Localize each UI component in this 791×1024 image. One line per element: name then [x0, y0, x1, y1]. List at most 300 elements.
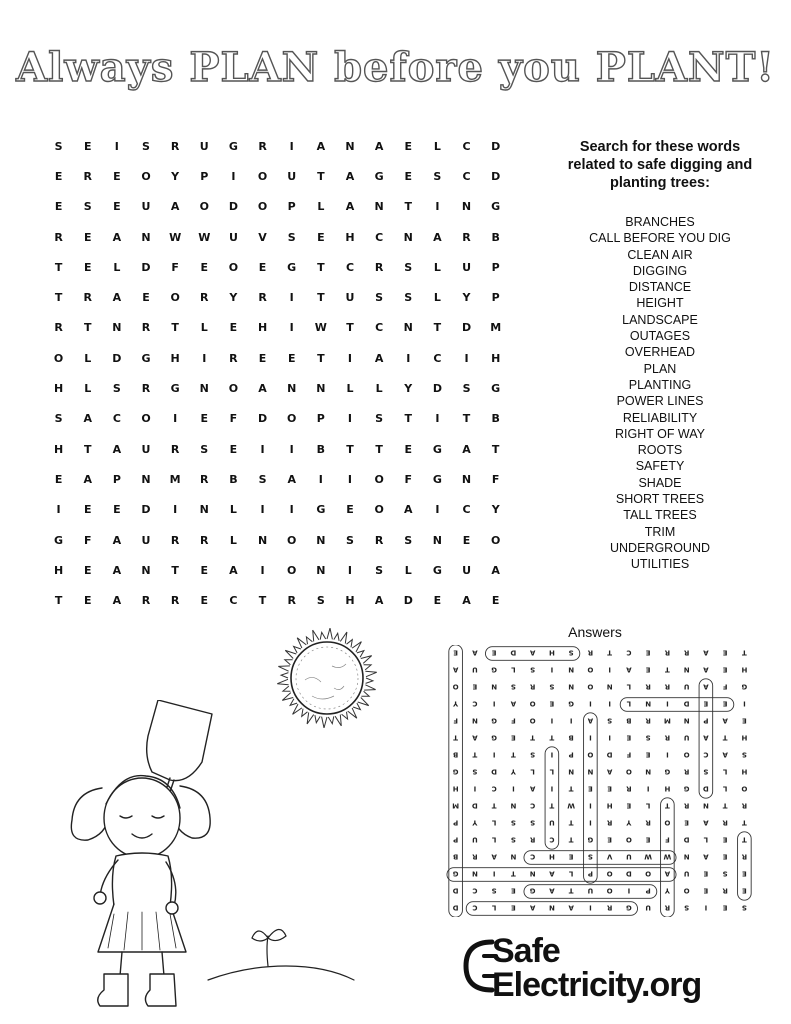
grid-cell: A — [170, 200, 180, 214]
grid-cell: R — [374, 260, 384, 274]
grid-cell: E — [287, 351, 296, 365]
answer-cell: O — [741, 784, 748, 793]
answer-cell: R — [587, 648, 594, 657]
grid-cell: H — [491, 351, 501, 365]
answer-cell: N — [683, 716, 690, 725]
grid-cell: E — [113, 200, 121, 214]
grid-cell: N — [199, 503, 209, 517]
answer-cell: L — [626, 682, 632, 691]
grid-cell: A — [112, 442, 122, 456]
answer-cell: E — [626, 733, 632, 742]
answer-cell: B — [452, 750, 459, 759]
answer-cell: V — [606, 852, 613, 861]
answer-cell: R — [741, 852, 748, 861]
grid-cell: L — [84, 382, 92, 396]
answer-highlight — [524, 851, 676, 865]
answer-cell: A — [549, 869, 555, 878]
answer-cell: S — [530, 665, 536, 674]
grid-cell: R — [462, 230, 471, 244]
grid-cell: F — [229, 412, 238, 426]
answer-cell: E — [549, 699, 555, 708]
grid-cell: S — [375, 291, 384, 305]
answer-cell: R — [606, 903, 613, 912]
grid-cell: P — [491, 291, 500, 305]
word-list-item: POWER LINES — [616, 394, 704, 409]
answer-cell: F — [722, 682, 728, 691]
grid-cell: T — [171, 321, 179, 335]
answer-cell: W — [663, 852, 672, 861]
answer-cell: C — [530, 852, 536, 861]
answer-cell: A — [703, 818, 709, 827]
grid-cell: R — [141, 321, 151, 335]
word-list-item: HEIGHT — [636, 296, 684, 311]
grid-cell: H — [257, 321, 268, 335]
answer-cell: C — [472, 699, 478, 708]
grid-cell: T — [346, 321, 354, 335]
answer-key — [446, 645, 754, 917]
answer-cell: R — [529, 835, 536, 844]
grid-cell: T — [404, 412, 413, 426]
answer-cell: C — [491, 784, 497, 793]
answer-highlight — [447, 868, 676, 882]
answer-cell: R — [664, 733, 671, 742]
answer-cell: O — [606, 886, 613, 895]
answer-cell: A — [510, 699, 517, 708]
word-list-item: TALL TREES — [623, 508, 697, 523]
answer-cell: N — [606, 682, 613, 691]
grid-cell: O — [170, 291, 180, 305]
grid-cell: I — [347, 351, 353, 365]
girl-with-shovel-illustration — [62, 700, 222, 1017]
answer-cell: F — [626, 750, 632, 759]
answer-cell: G — [491, 733, 497, 742]
grid-cell: I — [464, 351, 469, 365]
answer-cell: N — [645, 699, 652, 708]
grid-cell: A — [374, 594, 384, 608]
grid-cell: S — [142, 139, 150, 153]
grid-cell: A — [316, 139, 326, 153]
grid-cell: R — [200, 291, 209, 305]
answer-cell: O — [664, 818, 671, 827]
grid-cell: U — [287, 169, 297, 183]
answer-cell: G — [626, 903, 632, 912]
answer-cell: P — [453, 835, 459, 844]
grid-cell: R — [83, 169, 92, 183]
answer-cell: R — [722, 818, 728, 827]
grid-cell: P — [316, 412, 325, 426]
answer-cell: S — [549, 682, 555, 691]
grid-cell: Y — [404, 382, 413, 396]
answer-cell: D — [452, 886, 459, 895]
answer-cell: T — [491, 801, 497, 810]
grid-cell: C — [375, 321, 384, 335]
grid-cell: S — [404, 291, 413, 305]
grid-cell: E — [404, 442, 413, 456]
grid-cell: L — [433, 291, 441, 305]
grid-cell: D — [141, 503, 151, 517]
answer-cell: A — [703, 733, 709, 742]
grid-cell: A — [83, 472, 92, 486]
answer-cell: H — [741, 665, 748, 674]
word-list-item: ROOTS — [637, 443, 683, 458]
grid-cell: E — [83, 230, 92, 244]
answer-cell: S — [587, 852, 593, 861]
grid-cell: D — [461, 321, 472, 335]
answer-cell: E — [587, 784, 593, 793]
word-list-item: UTILITIES — [630, 557, 690, 572]
answer-cell: T — [741, 818, 747, 827]
grid-cell: R — [200, 533, 209, 547]
grid-cell: C — [375, 230, 384, 244]
grid-cell: D — [403, 594, 413, 608]
answer-cell: T — [510, 869, 516, 878]
grid-cell: O — [228, 382, 239, 396]
answer-cell: C — [472, 886, 478, 895]
grid-cell: A — [112, 291, 122, 305]
answer-cell: R — [741, 801, 748, 810]
grid-cell: U — [228, 230, 238, 244]
answer-cell: D — [683, 835, 690, 844]
answer-cell: A — [722, 750, 728, 759]
answer-cell: H — [606, 801, 613, 810]
grid-cell: A — [112, 563, 122, 577]
answer-cell: E — [722, 699, 728, 708]
grid-cell: L — [200, 321, 208, 335]
answer-cell: O — [625, 835, 632, 844]
grid-cell: E — [54, 169, 63, 183]
grid-cell: Y — [491, 503, 500, 517]
answer-cell: I — [589, 903, 592, 912]
grid-cell: R — [200, 472, 209, 486]
grid-cell: N — [316, 382, 326, 396]
grid-cell: S — [404, 533, 413, 547]
grid-cell: R — [258, 139, 267, 153]
grid-cell: R — [170, 442, 180, 456]
answer-cell: E — [703, 886, 709, 895]
grid-cell: L — [113, 260, 121, 274]
answer-cell: B — [452, 852, 459, 861]
grid-cell: F — [171, 260, 179, 274]
answer-cell: U — [683, 869, 690, 878]
answer-highlight — [620, 698, 734, 712]
grid-cell: E — [229, 442, 238, 456]
answer-cell: E — [645, 750, 651, 759]
answer-cell: R — [683, 767, 690, 776]
grid-cell: T — [83, 442, 92, 456]
grid-cell: P — [491, 260, 500, 274]
grid-cell: E — [200, 563, 209, 577]
answer-cell: E — [722, 852, 728, 861]
grid-cell: E — [462, 533, 471, 547]
answer-cell: E — [722, 903, 728, 912]
word-list-item: PLAN — [643, 361, 677, 376]
answer-cell: C — [703, 750, 709, 759]
answer-cell: A — [529, 784, 536, 793]
grid-cell: I — [435, 503, 440, 517]
word-list-item: DIGGING — [632, 263, 688, 278]
word-list-item: OVERHEAD — [624, 345, 696, 360]
answer-cell: D — [702, 784, 709, 793]
answer-cell: P — [645, 886, 651, 895]
answer-cell: G — [529, 886, 536, 895]
answer-cell: I — [550, 784, 554, 793]
answer-cell: N — [510, 801, 517, 810]
grid-cell: T — [317, 169, 325, 183]
answer-cell: R — [683, 648, 690, 657]
grid-cell: I — [406, 351, 411, 365]
grid-cell: A — [287, 472, 296, 486]
answer-cell: A — [703, 648, 709, 657]
grid-cell: E — [346, 503, 354, 517]
instructions: Search for these words related to safe digging and planting trees: — [567, 139, 753, 191]
grid-cell: T — [404, 200, 413, 214]
answer-cell: N — [568, 682, 575, 691]
answer-cell: I — [646, 784, 650, 793]
answer-cell: N — [510, 852, 517, 861]
answer-cell: G — [491, 665, 497, 674]
answer-cell: W — [644, 852, 652, 861]
grid-cell: L — [317, 200, 325, 214]
answer-cell: C — [626, 648, 632, 657]
grid-cell: I — [289, 139, 294, 153]
answer-cell: L — [722, 767, 728, 776]
answer-cell: R — [645, 818, 651, 827]
grid-cell: D — [257, 412, 268, 426]
grid-cell: F — [83, 533, 92, 547]
grid-cell: C — [345, 260, 355, 274]
answer-cell: E — [491, 648, 497, 657]
grid-cell: N — [287, 382, 297, 396]
grid-cell: E — [83, 594, 92, 608]
grid-cell: L — [433, 139, 441, 153]
answer-cell: E — [568, 852, 574, 861]
answer-cell: I — [743, 699, 746, 708]
answer-cell: E — [510, 903, 516, 912]
grid-cell: I — [114, 139, 119, 153]
answer-cell: P — [568, 750, 574, 759]
answer-cell: G — [741, 682, 748, 691]
answer-cell: L — [703, 835, 709, 844]
grid-cell: U — [345, 291, 355, 305]
answer-cell: P — [453, 818, 459, 827]
word-list-item: SHADE — [638, 475, 682, 490]
grid-cell: A — [112, 230, 122, 244]
grid-cell: C — [433, 351, 442, 365]
answer-cell: N — [471, 869, 478, 878]
grid-cell: N — [403, 230, 413, 244]
grid-cell: I — [289, 442, 294, 456]
answer-cell: G — [452, 767, 459, 776]
logo-line2: Electricity.org — [492, 966, 702, 1004]
grid-cell: G — [374, 169, 384, 183]
grid-cell: W — [314, 321, 327, 335]
grid-cell: G — [432, 563, 442, 577]
grid-cell: N — [141, 230, 151, 244]
answer-cell: N — [568, 665, 575, 674]
grid-cell: I — [318, 472, 323, 486]
grid-cell: P — [200, 169, 209, 183]
answer-cell: R — [529, 682, 536, 691]
grid-cell: H — [345, 594, 355, 608]
answer-cell: I — [492, 699, 496, 708]
answer-cell: M — [663, 716, 671, 725]
answer-cell: S — [722, 869, 728, 878]
word-list-item: DISTANCE — [628, 280, 692, 295]
grid-cell: S — [200, 442, 209, 456]
answer-cell: T — [722, 801, 728, 810]
grid-cell: A — [229, 563, 238, 577]
logo — [462, 934, 732, 1006]
answer-cell: O — [587, 682, 594, 691]
page-title: Always PLAN before you PLANT! — [16, 44, 775, 91]
grid-cell: S — [375, 563, 384, 577]
grid-cell: N — [112, 321, 122, 335]
answer-cell: R — [664, 903, 671, 912]
grid-cell: D — [112, 351, 122, 365]
answer-cell: I — [589, 801, 592, 810]
answer-cell: S — [530, 750, 536, 759]
grid-cell: A — [83, 412, 92, 426]
grid-cell: L — [433, 260, 441, 274]
grid-cell: G — [491, 200, 501, 214]
grid-cell: T — [346, 442, 354, 456]
grid-cell: R — [170, 594, 180, 608]
grid-cell: N — [199, 382, 209, 396]
grid-cell: C — [462, 503, 471, 517]
grid-cell: Y — [462, 291, 471, 305]
answer-cell: U — [587, 886, 594, 895]
answer-cell: D — [510, 648, 517, 657]
answer-cell: U — [549, 818, 555, 827]
grid-cell: O — [141, 412, 151, 426]
grid-cell: I — [173, 412, 178, 426]
answer-cell: R — [472, 852, 478, 861]
answer-cell: I — [666, 699, 669, 708]
grid-cell: S — [54, 412, 63, 426]
grid-cell: U — [462, 563, 471, 577]
word-list-item: CALL BEFORE YOU DIG — [589, 231, 731, 246]
grid-cell: I — [260, 442, 265, 456]
answer-cell: S — [491, 886, 497, 895]
answer-cell: T — [741, 648, 747, 657]
answer-cell: R — [664, 648, 671, 657]
answer-cell: H — [452, 784, 459, 793]
grid-cell: R — [141, 594, 151, 608]
grid-cell: H — [53, 563, 64, 577]
answer-cell: A — [703, 682, 709, 691]
grid-cell: I — [289, 503, 294, 517]
grid-cell: D — [491, 139, 501, 153]
grid-cell: Y — [171, 169, 180, 183]
answer-cell: E — [510, 886, 516, 895]
answer-cell: Y — [472, 818, 478, 827]
grid-cell: S — [462, 382, 471, 396]
answer-cell: A — [529, 648, 536, 657]
answer-cell: E — [722, 835, 728, 844]
grid-cell: A — [345, 200, 355, 214]
answer-cell: E — [703, 869, 709, 878]
answer-cell: I — [666, 750, 669, 759]
grid-cell: V — [258, 230, 267, 244]
grid-cell: G — [228, 139, 238, 153]
answer-cell: L — [549, 767, 555, 776]
logo-line1: Safe — [492, 932, 560, 970]
answer-cell: S — [684, 903, 690, 912]
answer-cell: O — [452, 682, 459, 691]
answer-cell: N — [587, 767, 594, 776]
answer-cell: D — [683, 699, 690, 708]
answer-cell: H — [741, 733, 748, 742]
answer-cell: T — [549, 801, 555, 810]
answer-cell: O — [683, 886, 690, 895]
answer-cell: S — [510, 682, 516, 691]
answer-cell: G — [664, 767, 671, 776]
answer-cell: E — [722, 665, 728, 674]
grid-cell: A — [345, 169, 355, 183]
grid-cell: T — [462, 412, 471, 426]
grid-cell: U — [141, 442, 151, 456]
answer-cell: T — [472, 750, 478, 759]
answer-cell: L — [511, 665, 516, 674]
grid-cell: T — [317, 260, 325, 274]
answer-cell: A — [626, 665, 632, 674]
grid-cell: L — [229, 533, 237, 547]
answer-cell: G — [491, 716, 497, 725]
answer-cell: E — [684, 818, 690, 827]
grid-cell: B — [229, 472, 238, 486]
answer-cell: T — [568, 886, 574, 895]
answer-cell: O — [606, 869, 613, 878]
answer-cell: G — [683, 784, 690, 793]
answer-cell: N — [548, 903, 555, 912]
grid-cell: H — [170, 351, 180, 365]
grid-cell: I — [347, 412, 353, 426]
answer-cell: U — [683, 733, 690, 742]
grid-cell: E — [54, 472, 63, 486]
answer-cell: L — [568, 869, 574, 878]
grid-cell: A — [374, 139, 384, 153]
grid-cell: I — [202, 351, 207, 365]
answer-cell: L — [530, 767, 535, 776]
answer-cell: D — [625, 869, 632, 878]
answer-cell: A — [529, 903, 536, 912]
grid-cell: T — [317, 291, 325, 305]
answer-cell: S — [645, 733, 651, 742]
grid-cell: L — [229, 503, 237, 517]
answer-cell: A — [703, 852, 709, 861]
grid-cell: O — [257, 200, 268, 214]
grid-cell: T — [491, 442, 500, 456]
grid-cell: N — [141, 472, 151, 486]
word-list-item: SAFETY — [635, 459, 685, 474]
answer-cell: R — [626, 784, 632, 793]
answer-cell: S — [568, 648, 574, 657]
grid-cell: B — [316, 442, 326, 456]
answer-cell: E — [510, 733, 516, 742]
answer-cell: I — [550, 716, 554, 725]
answer-cell: W — [567, 801, 575, 810]
answer-cell: E — [741, 716, 747, 725]
grid-cell: R — [258, 291, 267, 305]
answer-cell: E — [741, 886, 747, 895]
grid-cell: T — [54, 260, 63, 274]
grid-cell: O — [374, 503, 384, 517]
answer-cell: A — [587, 716, 594, 725]
grid-cell: R — [170, 533, 180, 547]
grid-cell: G — [141, 351, 151, 365]
answer-cell: T — [530, 733, 536, 742]
grid-cell: D — [432, 382, 442, 396]
